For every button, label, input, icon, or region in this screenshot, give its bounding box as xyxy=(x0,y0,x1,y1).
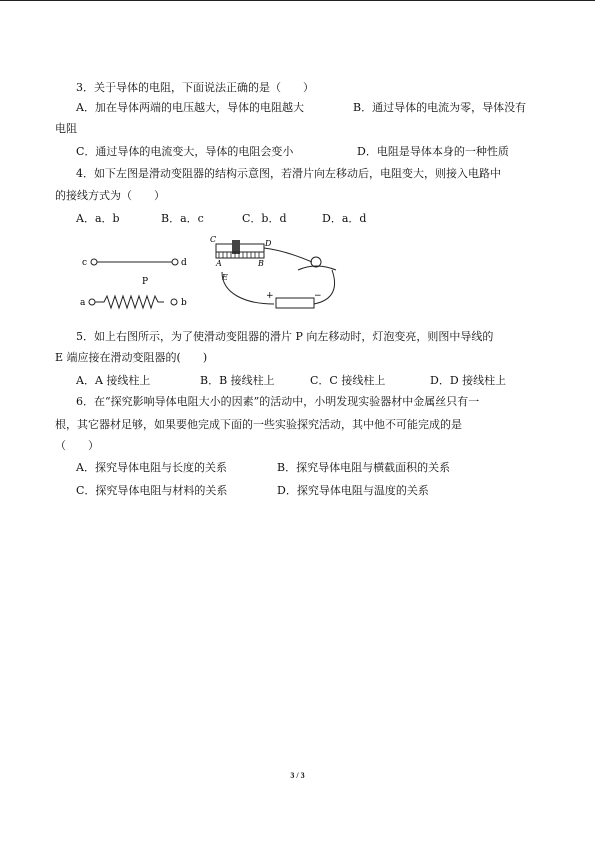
label-plus: + xyxy=(266,291,274,301)
header-rule xyxy=(0,0,595,1)
figures-container xyxy=(76,232,366,318)
q5-option-c: C．C 接线柱上 xyxy=(310,374,386,387)
label-c: c xyxy=(82,258,88,268)
label-C: C xyxy=(210,235,217,244)
terminal-b-circle xyxy=(171,299,177,305)
q3-stem: 3．关于导体的电阻，下面说法正确的是（ ） xyxy=(76,81,314,94)
q4-stem-cont: 的接线方式为（ ） xyxy=(55,189,165,202)
label-d: d xyxy=(181,258,187,268)
figures-svg xyxy=(76,232,366,318)
q5-option-a: A．A 接线柱上 xyxy=(76,374,151,387)
bulb-icon xyxy=(311,257,321,267)
q3-option-b-cont: 电阻 xyxy=(55,122,77,135)
label-D: D xyxy=(265,239,272,248)
q5-stem-cont: E 端应接在滑动变阻器的( ) xyxy=(55,351,208,364)
terminal-c-circle xyxy=(91,259,97,265)
terminal-a-circle xyxy=(89,299,95,305)
coil-turns xyxy=(219,252,259,258)
q6-stem: 6．在“探究影响导体电阻大小的因素”的活动中，小明发现实验器材中金属丝只有一 xyxy=(76,395,480,408)
resistance-coil xyxy=(95,296,164,308)
label-minus: − xyxy=(314,291,322,301)
q4-option-a: A．a．b xyxy=(76,212,120,225)
q3-option-d: D．电阻是导体本身的一种性质 xyxy=(357,145,509,158)
page-number: 3 / 3 xyxy=(290,771,305,780)
q4-stem: 4．如下左图是滑动变阻器的结构示意图，若滑片向左移动后，电阻变大，则接入电路中 xyxy=(76,167,501,180)
q6-stem-cont2: （ ） xyxy=(55,439,99,452)
q5-option-d: D．D 接线柱上 xyxy=(430,374,507,387)
label-B: B xyxy=(258,259,264,268)
q6-option-b: B．探究导体电阻与横截面积的关系 xyxy=(277,461,451,474)
battery-box xyxy=(276,298,314,308)
q6-option-d: D．探究导体电阻与温度的关系 xyxy=(277,484,429,497)
label-b: b xyxy=(181,298,187,308)
label-a: a xyxy=(80,298,86,308)
q6-option-c: C．探究导体电阻与材料的关系 xyxy=(76,484,228,497)
wire-d-to-bulb xyxy=(264,248,312,262)
q4-option-d: D．a．d xyxy=(322,212,367,225)
q5-stem: 5．如上右图所示，为了使滑动变阻器的滑片 P 向左移动时，灯泡变亮，则图中导线的 xyxy=(76,330,494,343)
rheostat-structure-figure xyxy=(80,258,187,308)
terminal-d-circle xyxy=(172,259,178,265)
q3-option-c: C．通过导体的电流变大，导体的电阻会变小 xyxy=(76,145,294,158)
circuit-figure xyxy=(210,235,336,308)
q3-option-a: A．加在导体两端的电压越大，导体的电阻越大 xyxy=(76,101,304,114)
q6-stem-cont: 根，其它器材足够，如果要他完成下面的一些实验探究活动，其中他不可能完成的是 xyxy=(55,418,462,431)
q4-option-c: C．b．d xyxy=(242,212,287,225)
q6-option-a: A．探究导体电阻与长度的关系 xyxy=(76,461,227,474)
label-p: P xyxy=(142,277,149,287)
q4-option-b: B．a．c xyxy=(161,212,204,225)
label-A: A xyxy=(216,259,222,268)
q5-option-b: B．B 接线柱上 xyxy=(200,374,275,387)
q3-option-b: B．通过导体的电流为零，导体没有 xyxy=(353,101,527,114)
label-E: E xyxy=(222,273,228,282)
